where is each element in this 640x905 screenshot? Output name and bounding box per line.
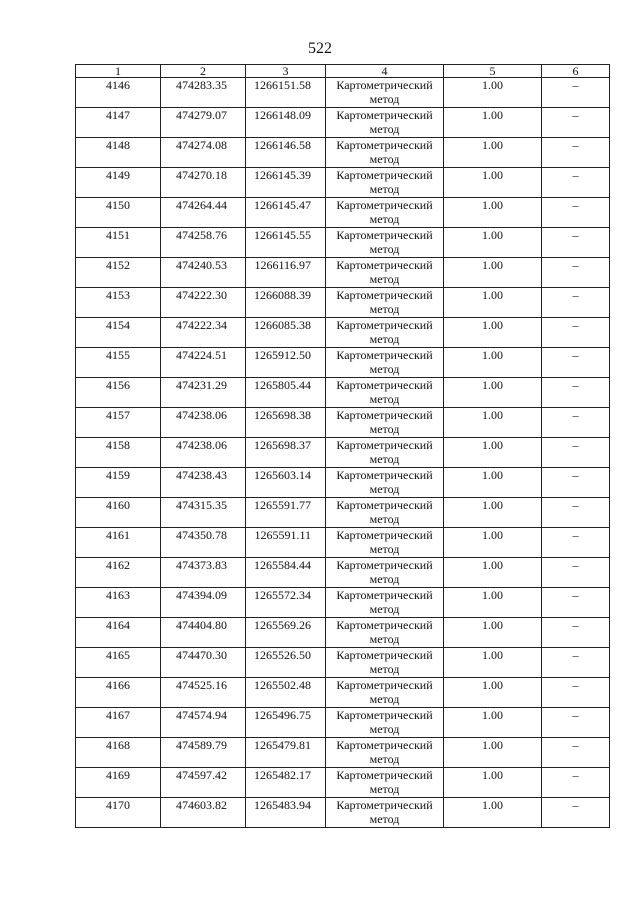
method-line-1: Картометрический (336, 78, 433, 92)
point-number-cell: 4170 (76, 798, 161, 828)
method-line-1: Картометрический (336, 168, 433, 182)
method-line-1: Картометрический (336, 618, 433, 632)
method-cell (326, 678, 444, 708)
accuracy-cell: 1.00 (444, 378, 542, 408)
method-line-1: Картометрический (336, 138, 433, 152)
dash-cell: – (542, 648, 610, 678)
y-coordinate-cell: 1265912.50 (246, 348, 326, 378)
point-number-cell: 4158 (76, 438, 161, 468)
method-cell (326, 168, 444, 198)
x-coordinate-cell: 474279.07 (161, 108, 246, 138)
header-col-2: 2 (161, 65, 246, 78)
table-row (76, 588, 610, 618)
method-line-2: метод (369, 422, 400, 436)
point-number-cell: 4159 (76, 468, 161, 498)
point-number-cell: 4155 (76, 348, 161, 378)
method-line-2: метод (369, 242, 400, 256)
x-coordinate-cell: 474222.30 (161, 288, 246, 318)
method-cell (326, 558, 444, 588)
method-line-2: метод (369, 182, 400, 196)
accuracy-cell: 1.00 (444, 78, 542, 108)
accuracy-cell: 1.00 (444, 198, 542, 228)
method-cell (326, 528, 444, 558)
y-coordinate-cell: 1266151.58 (246, 78, 326, 108)
y-coordinate-cell: 1265569.26 (246, 618, 326, 648)
method-line-1: Картометрический (336, 588, 433, 602)
y-coordinate-cell: 1265698.37 (246, 438, 326, 468)
method-cell (326, 108, 444, 138)
table-row (76, 288, 610, 318)
table-row (76, 228, 610, 258)
point-number-cell: 4146 (76, 78, 161, 108)
y-coordinate-cell: 1265502.48 (246, 678, 326, 708)
method-line-2: метод (369, 722, 400, 736)
method-line-1: Картометрический (336, 528, 433, 542)
y-coordinate-cell: 1265698.38 (246, 408, 326, 438)
method-cell (326, 498, 444, 528)
x-coordinate-cell: 474315.35 (161, 498, 246, 528)
x-coordinate-cell: 474350.78 (161, 528, 246, 558)
dash-cell: – (542, 708, 610, 738)
method-line-2: метод (369, 332, 400, 346)
method-line-1: Картометрический (336, 648, 433, 662)
accuracy-cell: 1.00 (444, 738, 542, 768)
accuracy-cell: 1.00 (444, 468, 542, 498)
method-line-2: метод (369, 542, 400, 556)
table-row (76, 528, 610, 558)
y-coordinate-cell: 1265526.50 (246, 648, 326, 678)
table-row (76, 678, 610, 708)
method-line-1: Картометрический (336, 378, 433, 392)
method-cell (326, 738, 444, 768)
accuracy-cell: 1.00 (444, 438, 542, 468)
x-coordinate-cell: 474589.79 (161, 738, 246, 768)
y-coordinate-cell: 1266116.97 (246, 258, 326, 288)
header-row (76, 65, 610, 78)
method-line-1: Картометрический (336, 408, 433, 422)
point-number-cell: 4152 (76, 258, 161, 288)
dash-cell: – (542, 588, 610, 618)
dash-cell: – (542, 798, 610, 828)
header-col-6: 6 (542, 65, 610, 78)
point-number-cell: 4157 (76, 408, 161, 438)
method-line-2: метод (369, 572, 400, 586)
y-coordinate-cell: 1266145.47 (246, 198, 326, 228)
dash-cell: – (542, 378, 610, 408)
table-row (76, 618, 610, 648)
coordinates-table (75, 64, 610, 828)
accuracy-cell: 1.00 (444, 528, 542, 558)
accuracy-cell: 1.00 (444, 318, 542, 348)
accuracy-cell: 1.00 (444, 678, 542, 708)
header-col-3: 3 (246, 65, 326, 78)
dash-cell: – (542, 288, 610, 318)
dash-cell: – (542, 678, 610, 708)
table-row (76, 108, 610, 138)
point-number-cell: 4153 (76, 288, 161, 318)
point-number-cell: 4151 (76, 228, 161, 258)
x-coordinate-cell: 474264.44 (161, 198, 246, 228)
dash-cell: – (542, 498, 610, 528)
method-cell (326, 618, 444, 648)
method-line-1: Картометрический (336, 738, 433, 752)
dash-cell: – (542, 78, 610, 108)
y-coordinate-cell: 1266145.55 (246, 228, 326, 258)
dash-cell: – (542, 558, 610, 588)
point-number-cell: 4164 (76, 618, 161, 648)
method-line-2: метод (369, 122, 400, 136)
accuracy-cell: 1.00 (444, 708, 542, 738)
accuracy-cell: 1.00 (444, 618, 542, 648)
x-coordinate-cell: 474574.94 (161, 708, 246, 738)
method-cell (326, 348, 444, 378)
method-line-2: метод (369, 812, 400, 826)
accuracy-cell: 1.00 (444, 798, 542, 828)
y-coordinate-cell: 1265591.77 (246, 498, 326, 528)
method-line-1: Картометрический (336, 318, 433, 332)
method-cell (326, 798, 444, 828)
point-number-cell: 4168 (76, 738, 161, 768)
dash-cell: – (542, 618, 610, 648)
x-coordinate-cell: 474404.80 (161, 618, 246, 648)
x-coordinate-cell: 474373.83 (161, 558, 246, 588)
method-cell (326, 588, 444, 618)
method-line-2: метод (369, 752, 400, 766)
table-row (76, 198, 610, 228)
dash-cell: – (542, 528, 610, 558)
x-coordinate-cell: 474238.43 (161, 468, 246, 498)
y-coordinate-cell: 1265584.44 (246, 558, 326, 588)
x-coordinate-cell: 474240.53 (161, 258, 246, 288)
method-line-1: Картометрический (336, 108, 433, 122)
dash-cell: – (542, 348, 610, 378)
x-coordinate-cell: 474270.18 (161, 168, 246, 198)
x-coordinate-cell: 474525.16 (161, 678, 246, 708)
method-line-1: Картометрический (336, 708, 433, 722)
dash-cell: – (542, 738, 610, 768)
y-coordinate-cell: 1265603.14 (246, 468, 326, 498)
method-line-2: метод (369, 692, 400, 706)
method-line-1: Картометрический (336, 198, 433, 212)
method-line-2: метод (369, 662, 400, 676)
table-row (76, 258, 610, 288)
method-line-1: Картометрический (336, 288, 433, 302)
accuracy-cell: 1.00 (444, 108, 542, 138)
accuracy-cell: 1.00 (444, 498, 542, 528)
point-number-cell: 4162 (76, 558, 161, 588)
accuracy-cell: 1.00 (444, 648, 542, 678)
header-col-5: 5 (444, 65, 542, 78)
page-number: 522 (308, 40, 332, 57)
accuracy-cell: 1.00 (444, 768, 542, 798)
table-header (76, 65, 610, 78)
y-coordinate-cell: 1265805.44 (246, 378, 326, 408)
method-cell (326, 408, 444, 438)
method-cell (326, 438, 444, 468)
accuracy-cell: 1.00 (444, 258, 542, 288)
table-row (76, 558, 610, 588)
table-row (76, 168, 610, 198)
x-coordinate-cell: 474222.34 (161, 318, 246, 348)
x-coordinate-cell: 474258.76 (161, 228, 246, 258)
point-number-cell: 4166 (76, 678, 161, 708)
x-coordinate-cell: 474603.82 (161, 798, 246, 828)
method-line-2: метод (369, 452, 400, 466)
table-row (76, 798, 610, 828)
accuracy-cell: 1.00 (444, 588, 542, 618)
point-number-cell: 4169 (76, 768, 161, 798)
x-coordinate-cell: 474274.08 (161, 138, 246, 168)
accuracy-cell: 1.00 (444, 168, 542, 198)
method-cell (326, 288, 444, 318)
table-row (76, 348, 610, 378)
table-row (76, 768, 610, 798)
table-row (76, 648, 610, 678)
method-line-1: Картометрический (336, 348, 433, 362)
point-number-cell: 4165 (76, 648, 161, 678)
y-coordinate-cell: 1265479.81 (246, 738, 326, 768)
method-line-2: метод (369, 272, 400, 286)
dash-cell: – (542, 198, 610, 228)
header-col-1: 1 (76, 65, 161, 78)
x-coordinate-cell: 474224.51 (161, 348, 246, 378)
method-cell (326, 258, 444, 288)
method-line-2: метод (369, 482, 400, 496)
accuracy-cell: 1.00 (444, 138, 542, 168)
point-number-cell: 4161 (76, 528, 161, 558)
method-line-2: метод (369, 782, 400, 796)
x-coordinate-cell: 474231.29 (161, 378, 246, 408)
table-row (76, 438, 610, 468)
accuracy-cell: 1.00 (444, 408, 542, 438)
dash-cell: – (542, 468, 610, 498)
method-line-2: метод (369, 152, 400, 166)
point-number-cell: 4163 (76, 588, 161, 618)
point-number-cell: 4150 (76, 198, 161, 228)
method-line-1: Картометрический (336, 258, 433, 272)
method-line-2: метод (369, 362, 400, 376)
method-line-2: метод (369, 92, 400, 106)
x-coordinate-cell: 474238.06 (161, 438, 246, 468)
method-cell (326, 318, 444, 348)
table-body (76, 78, 610, 828)
method-line-2: метод (369, 602, 400, 616)
method-line-2: метод (369, 302, 400, 316)
method-cell (326, 138, 444, 168)
table-row (76, 408, 610, 438)
point-number-cell: 4149 (76, 168, 161, 198)
method-line-1: Картометрический (336, 768, 433, 782)
dash-cell: – (542, 258, 610, 288)
point-number-cell: 4147 (76, 108, 161, 138)
table-row (76, 468, 610, 498)
dash-cell: – (542, 168, 610, 198)
dash-cell: – (542, 108, 610, 138)
y-coordinate-cell: 1266085.38 (246, 318, 326, 348)
y-coordinate-cell: 1266145.39 (246, 168, 326, 198)
table-row (76, 378, 610, 408)
point-number-cell: 4148 (76, 138, 161, 168)
method-line-2: метод (369, 512, 400, 526)
dash-cell: – (542, 408, 610, 438)
method-cell (326, 648, 444, 678)
table-row (76, 138, 610, 168)
table-row (76, 498, 610, 528)
table-row (76, 78, 610, 108)
point-number-cell: 4154 (76, 318, 161, 348)
method-line-2: метод (369, 212, 400, 226)
y-coordinate-cell: 1266146.58 (246, 138, 326, 168)
x-coordinate-cell: 474597.42 (161, 768, 246, 798)
method-line-2: метод (369, 392, 400, 406)
dash-cell: – (542, 318, 610, 348)
method-cell (326, 768, 444, 798)
method-line-1: Картометрический (336, 468, 433, 482)
dash-cell: – (542, 138, 610, 168)
y-coordinate-cell: 1266148.09 (246, 108, 326, 138)
table-row (76, 318, 610, 348)
method-line-1: Картометрический (336, 558, 433, 572)
x-coordinate-cell: 474238.06 (161, 408, 246, 438)
method-line-1: Картометрический (336, 498, 433, 512)
point-number-cell: 4156 (76, 378, 161, 408)
y-coordinate-cell: 1266088.39 (246, 288, 326, 318)
method-cell (326, 468, 444, 498)
y-coordinate-cell: 1265591.11 (246, 528, 326, 558)
point-number-cell: 4167 (76, 708, 161, 738)
x-coordinate-cell: 474470.30 (161, 648, 246, 678)
method-cell (326, 78, 444, 108)
table-row (76, 708, 610, 738)
dash-cell: – (542, 438, 610, 468)
accuracy-cell: 1.00 (444, 558, 542, 588)
point-number-cell: 4160 (76, 498, 161, 528)
header-col-4: 4 (326, 65, 444, 78)
x-coordinate-cell: 474394.09 (161, 588, 246, 618)
method-line-1: Картометрический (336, 228, 433, 242)
y-coordinate-cell: 1265572.34 (246, 588, 326, 618)
method-cell (326, 198, 444, 228)
accuracy-cell: 1.00 (444, 348, 542, 378)
x-coordinate-cell: 474283.35 (161, 78, 246, 108)
y-coordinate-cell: 1265482.17 (246, 768, 326, 798)
method-cell (326, 708, 444, 738)
method-cell (326, 228, 444, 258)
accuracy-cell: 1.00 (444, 228, 542, 258)
accuracy-cell: 1.00 (444, 288, 542, 318)
method-line-1: Картометрический (336, 678, 433, 692)
table-row (76, 738, 610, 768)
method-line-1: Картометрический (336, 438, 433, 452)
y-coordinate-cell: 1265496.75 (246, 708, 326, 738)
y-coordinate-cell: 1265483.94 (246, 798, 326, 828)
method-cell (326, 378, 444, 408)
method-line-2: метод (369, 632, 400, 646)
dash-cell: – (542, 228, 610, 258)
dash-cell: – (542, 768, 610, 798)
method-line-1: Картометрический (336, 798, 433, 812)
